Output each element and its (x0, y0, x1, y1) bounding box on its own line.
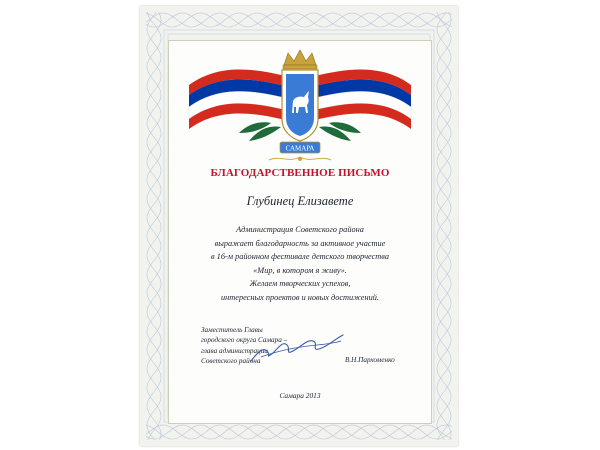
certificate-inner-panel (168, 40, 432, 424)
gold-flourish (269, 157, 331, 161)
crown-icon (283, 50, 317, 69)
signer-line: городского округа Самара – (201, 336, 288, 345)
body-line: Администрация Советского района (236, 225, 364, 234)
body-line: в 16-м районном фестивале детского творчества (211, 252, 389, 262)
signer-line: Заместитель Главы (201, 326, 263, 334)
recipient-name: Глубинец Елизавете (246, 194, 354, 208)
signer-name: В.Н.Пархоменко (345, 356, 395, 364)
letter-body (169, 223, 431, 305)
coat-of-arms-label (280, 142, 320, 153)
body-line: «Мир, в котором я живу». (253, 265, 347, 275)
body-line: интересных проектов и новых достижений. (221, 292, 379, 302)
place-and-year: Самара 2013 (279, 391, 321, 400)
handwritten-signature (247, 327, 347, 367)
body-line: выражает благодарность за активное участие (214, 238, 386, 248)
shield-icon (282, 70, 318, 141)
letter-title: БЛАГОДАРСТВЕННОЕ ПИСЬМО (210, 167, 390, 179)
body-line: Желаем творческих успехов, (249, 279, 351, 289)
svg-text:САМАРА: САМАРА (285, 144, 315, 153)
samara-emblem (169, 41, 431, 166)
signer-line: глава администрации (201, 346, 268, 355)
certificate-sheet (140, 6, 458, 446)
signer-line: Советского района (201, 357, 261, 366)
